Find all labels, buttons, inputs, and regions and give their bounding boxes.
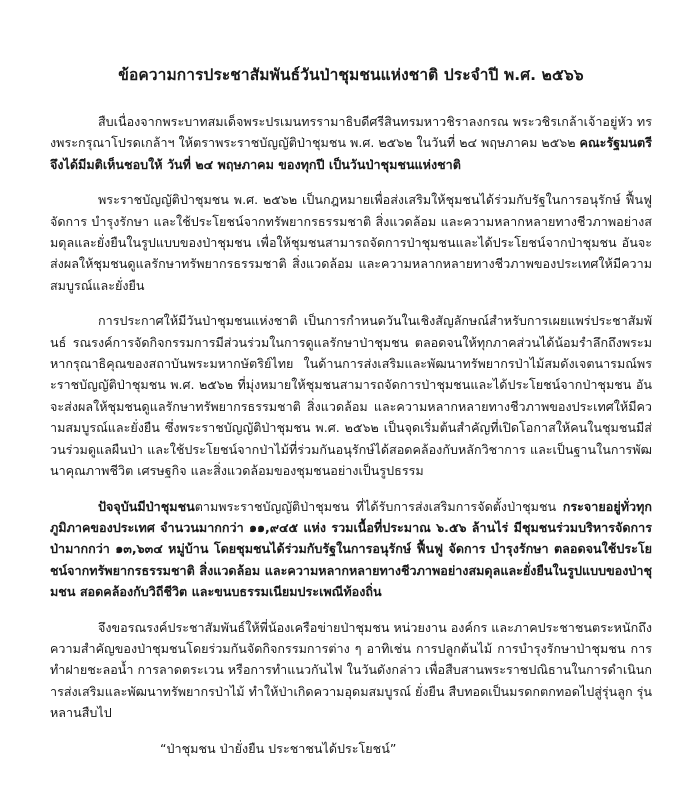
paragraph-4-lead: ปัจจุบันมีป่าชุมชน [98, 498, 195, 514]
paragraph-3: การประกาศให้มีวันป่าชุมชนแห่งชาติ เป็นการกำหนดวันในเชิงสัญลักษณ์สำหรับการเผยแพร่ประชาสัมพันธ์ รณรงค์การจัดกิจกรรมการมีส่วนร่วมในการดูแลรักษาป่าชุมชน ตลอดจนให้ทุกภาคส่วนได้น้อมรำลึกถึงพระมหากรุณาธิคุณของสถาบันพระมหากษัตริย์ไทย ในด้านการส่งเสริมและพัฒนาทรัพยากรป่าไม้สมดังเจตนารมณ์พระราชบัญญัติป่าชุมชน พ.ศ. ๒๕๖๒ ที่มุ่งหมายให้ชุมชนสามารถจัดการป่าชุมชนและได้ประโยชน์จากป่าชุมชน อันจะส่งผลให้ชุมชนดูแลรักษาทรัพยากรธรรมชาติ สิ่งแวดล้อม และความหลากหลายทางชีวภาพของประเทศให้มีความสมบูรณ์และยั่งยืน ซึ่งพระราชบัญญัติป่าชุมชน พ.ศ. ๒๕๖๒ เป็นจุดเริ่มต้นสำคัญที่เปิดโอกาสให้คนในชุมชนมีส่วนร่วมดูแลผืนป่า และใช้ประโยชน์จากป่าไม้ที่ร่วมกันอนุรักษ์ได้สอดคล้องกับหลักวิชาการ และเป็นฐานในการพัฒนาคุณภาพชีวิต เศรษฐกิจ และสิ่งแวดล้อมของชุมชนอย่างเป็นรูปธรรม [50, 313, 652, 479]
paragraph-1-bold: คณะรัฐมนตรีจึงได้มีมติเห็นชอบให้ วันที่ ๒๔ พฤษภาคม ของทุกปี เป็นวันป่าชุมชนแห่งชาติ [50, 135, 652, 172]
paragraph-1-text: สืบเนื่องจากพระบาทสมเด็จพระปรเมนทรรามาธิบดีศรีสินทรมหาวชิราลงกรณ พระวชิรเกล้าเจ้าอยู่หัว ทรงพระกรุณาโปรดเกล้าฯ ให้ตราพระราชบัญญัติป่าชุมชน พ.ศ. ๒๕๖๒ ในวันที่ ๒๔ พฤษภาคม ๒๕๖๒ [50, 114, 652, 151]
paragraph-4-bold: กระจายอยู่ทั่วทุกภูมิภาคของประเทศ จำนวนมากกว่า ๑๑,๙๔๕ แห่ง รวมเนื้อที่ประมาณ ๖.๕๖ ล้านไร่ มีชุมชนร่วมบริหารจัดการป่ามากกว่า ๑๓,๖๓๔ หมู่บ้าน โดยชุมชนได้ร่วมกับรัฐในการอนุรักษ์ ฟื้นฟู จัดการ บำรุงรักษา ตลอดจนใช้ประโยชน์จากทรัพยากรธรรมชาติ สิ่งแวดล้อม และความหลากหลายทางชีวภาพอย่างสมดุลและยั่งยืนในรูปแบบของป่าชุมชน สอดคล้องกับวิถีชีวิต และขนบธรรมเนียมประเพณีท้องถิ่น [50, 498, 652, 600]
document-title: ข้อความการประชาสัมพันธ์วันป่าชุมชนแห่งชาติ ประจำปี พ.ศ. ๒๕๖๖ [118, 66, 584, 84]
paragraph-4 [50, 496, 652, 603]
paragraph-2: พระราชบัญญัติป่าชุมชน พ.ศ. ๒๕๖๒ เป็นกฎหมายเพื่อส่งเสริมให้ชุมชนได้ร่วมกับรัฐในการอนุรักษ์ ฟื้นฟู จัดการ บำรุงรักษา และใช้ประโยชน์จากทรัพยากรธรรมชาติ สิ่งแวดล้อม และความหลากหลายทางชีวภาพอย่างสมดุลและยั่งยืนในรูปแบบของป่าชุมชน เพื่อให้ชุมชนสามารถจัดการป่าชุมชนและได้ประโยชน์จากป่าชุมชน อันจะส่งผลให้ชุมชนดูแลรักษาทรัพยากรธรรมชาติ สิ่งแวดล้อม และความหลากหลายทางชีวภาพของประเทศให้มีความสมบูรณ์และยั่งยืน [50, 192, 652, 293]
paragraph-4-middle: ตามพระราชบัญญัติป่าชุมชน ที่ได้รับการส่งเสริมการจัดตั้งป่าชุมชน [194, 498, 557, 514]
slogan-quote: “ป่าชุมชน ป่ายั่งยืน ประชาชนได้ประโยชน์” [160, 740, 397, 756]
paragraph-1 [50, 111, 652, 175]
paragraph-5: จึงขอรณรงค์ประชาสัมพันธ์ให้พี่น้องเครือข่ายป่าชุมชน หน่วยงาน องค์กร และภาคประชาชนตระหนักถึงความสำคัญของป่าชุมชนโดยร่วมกันจัดกิจกรรมการต่าง ๆ อาทิเช่น การปลูกต้นไม้ การบำรุงรักษาป่าชุมชน การทำฝายชะลอน้ำ การลาดตระเวน หรือการทำแนวกันไฟ ในวันดังกล่าว เพื่อสืบสานพระราชปณิธานในการดำเนินการส่งเสริมและพัฒนาทรัพยากรป่าไม้ ทำให้ป่าเกิดความอุดมสมบูรณ์ ยั่งยืน สืบทอดเป็นมรดกตกทอดไปสู่รุ่นลูก รุ่นหลานสืบไป [50, 619, 652, 721]
